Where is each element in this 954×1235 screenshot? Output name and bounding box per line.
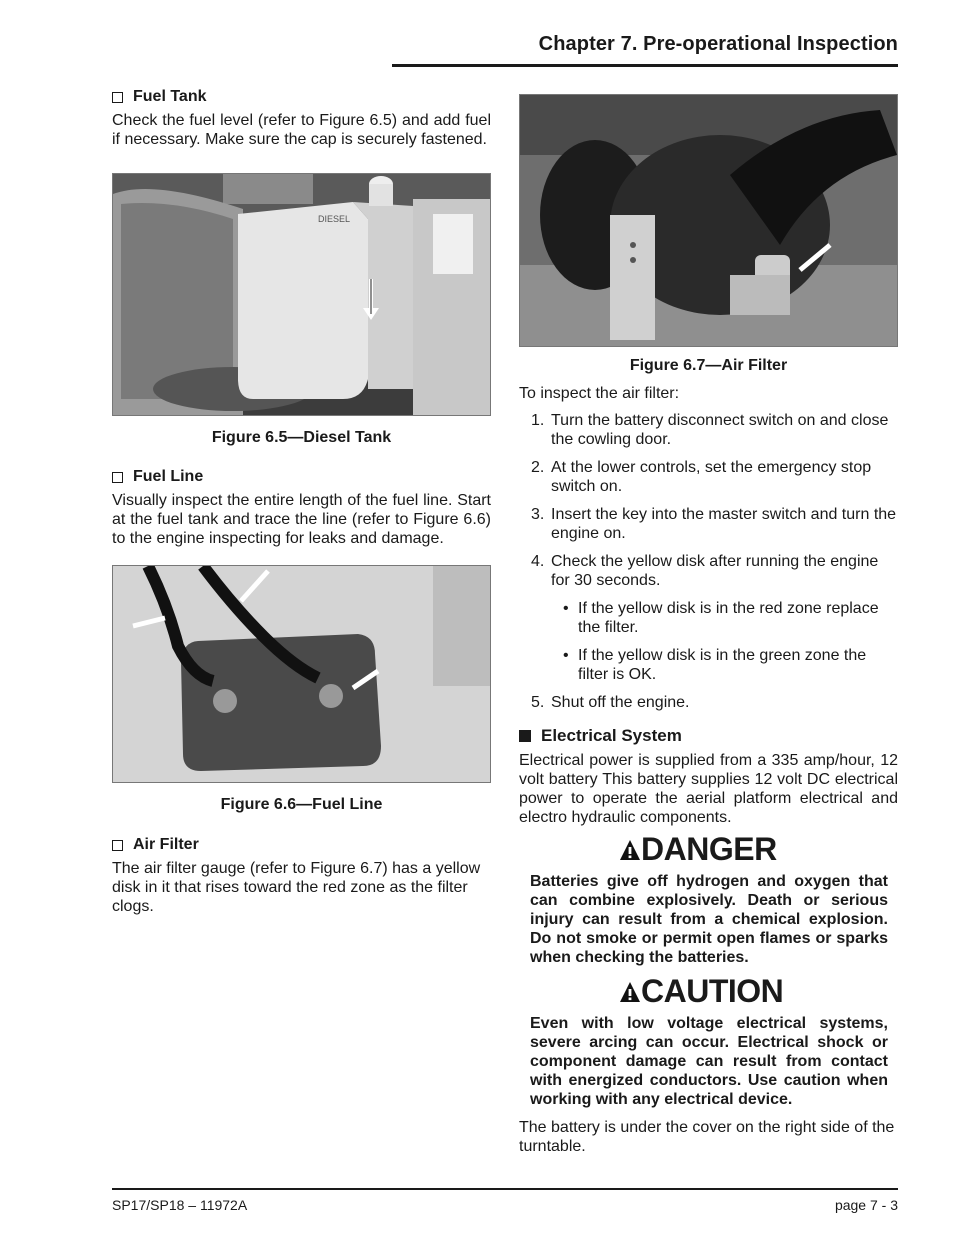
air-filter-intro: To inspect the air filter: xyxy=(519,385,680,402)
electrical-heading xyxy=(519,726,898,746)
danger-heading xyxy=(619,831,898,868)
checkbox-icon xyxy=(112,840,123,851)
bullet-item: • If the yellow disk is in the red zone replace the filter. xyxy=(563,600,879,636)
caution-heading xyxy=(619,973,898,1010)
figure-fuel-line xyxy=(112,565,491,814)
figure-air-filter xyxy=(519,94,898,375)
diesel-tank-photo xyxy=(112,173,491,416)
air-filter-heading xyxy=(112,836,491,854)
air-filter-title: Air Filter xyxy=(133,836,199,853)
footer-page-number: page 7 - 3 xyxy=(834,1197,898,1213)
checkbox-icon xyxy=(112,472,123,483)
fuel-tank-text: Check the fuel level (refer to Figure 6.5) and add fuel if necessary. Make sure the cap is securely fastened. xyxy=(112,112,491,148)
caution-text: Even with low voltage electrical systems, severe arcing can occur. Electrical shock or component damage can result from contact with energized conductors. Use caution when working with any electrical device. xyxy=(530,1015,888,1108)
air-filter-text: The air filter gauge (refer to Figure 6.7) has a yellow disk in it that rises toward the red zone as the filter clogs. xyxy=(112,860,481,915)
figure-diesel-tank xyxy=(112,173,491,447)
checkbox-icon xyxy=(112,92,123,103)
warning-triangle-icon xyxy=(619,839,641,861)
list-item: 1. Turn the battery disconnect switch on and close the cowling door. xyxy=(531,412,889,448)
left-column xyxy=(112,88,491,916)
danger-label: DANGER xyxy=(641,831,777,867)
danger-text: Batteries give off hydrogen and oxygen that can combine explosively. Death or serious injury can result from a chemical explosion. Do not smoke or permit open flames or sparks when checking the batteries. xyxy=(530,873,888,966)
list-item: 2. At the lower controls, set the emergency stop switch on. xyxy=(531,459,872,495)
footer-rule xyxy=(112,1188,898,1190)
air-filter-photo xyxy=(519,94,898,347)
square-bullet-icon xyxy=(519,730,531,742)
fig-6-6-caption: Figure 6.6—Fuel Line xyxy=(220,796,383,813)
chapter-title: Chapter 7. Pre-operational Inspection xyxy=(538,33,898,55)
bullet-item: • If the yellow disk is in the green zone the filter is OK. xyxy=(563,647,867,683)
fuel-line-photo xyxy=(112,565,491,783)
fuel-line-heading xyxy=(112,468,491,486)
fuel-line-text: Visually inspect the entire length of the fuel line. Start at the fuel tank and trace the line (refer to Figure 6.6) to the engine inspecting for leaks and damage. xyxy=(112,492,491,547)
air-filter-steps xyxy=(519,411,898,712)
warning-triangle-icon xyxy=(619,981,641,1003)
footer-doc-id: SP17/SP18 – 11972A xyxy=(112,1197,248,1213)
electrical-title: Electrical System xyxy=(541,726,682,745)
caution-label: CAUTION xyxy=(641,973,784,1009)
fig-6-5-caption: Figure 6.5—Diesel Tank xyxy=(211,429,392,446)
fuel-tank-heading xyxy=(112,88,491,106)
fig-6-7-caption: Figure 6.7—Air Filter xyxy=(629,357,788,374)
list-item: 5. Shut off the engine. xyxy=(531,694,690,711)
electrical-text: Electrical power is supplied from a 335 amp/hour, 12 volt battery This battery supplies 12 volt DC electrical power to operate the aerial platform electrical and electro hydraulic components. xyxy=(519,752,898,826)
list-item: 4. Check the yellow disk after running the engine for 30 seconds. • If the yellow disk is in the red zone replace the filter. • If the yellow disk is in the green zone the filter is OK. xyxy=(531,552,898,684)
battery-location-text: The battery is under the cover on the right side of the turntable. xyxy=(519,1119,895,1155)
diesel-decal: DIESEL xyxy=(318,214,351,224)
header-rule xyxy=(392,64,898,67)
fuel-line-title: Fuel Line xyxy=(133,468,204,485)
list-item: 3. Insert the key into the master switch and turn the engine on. xyxy=(531,506,897,542)
right-column xyxy=(519,94,898,1156)
fuel-tank-title: Fuel Tank xyxy=(133,88,207,105)
bullet-list xyxy=(531,599,898,684)
